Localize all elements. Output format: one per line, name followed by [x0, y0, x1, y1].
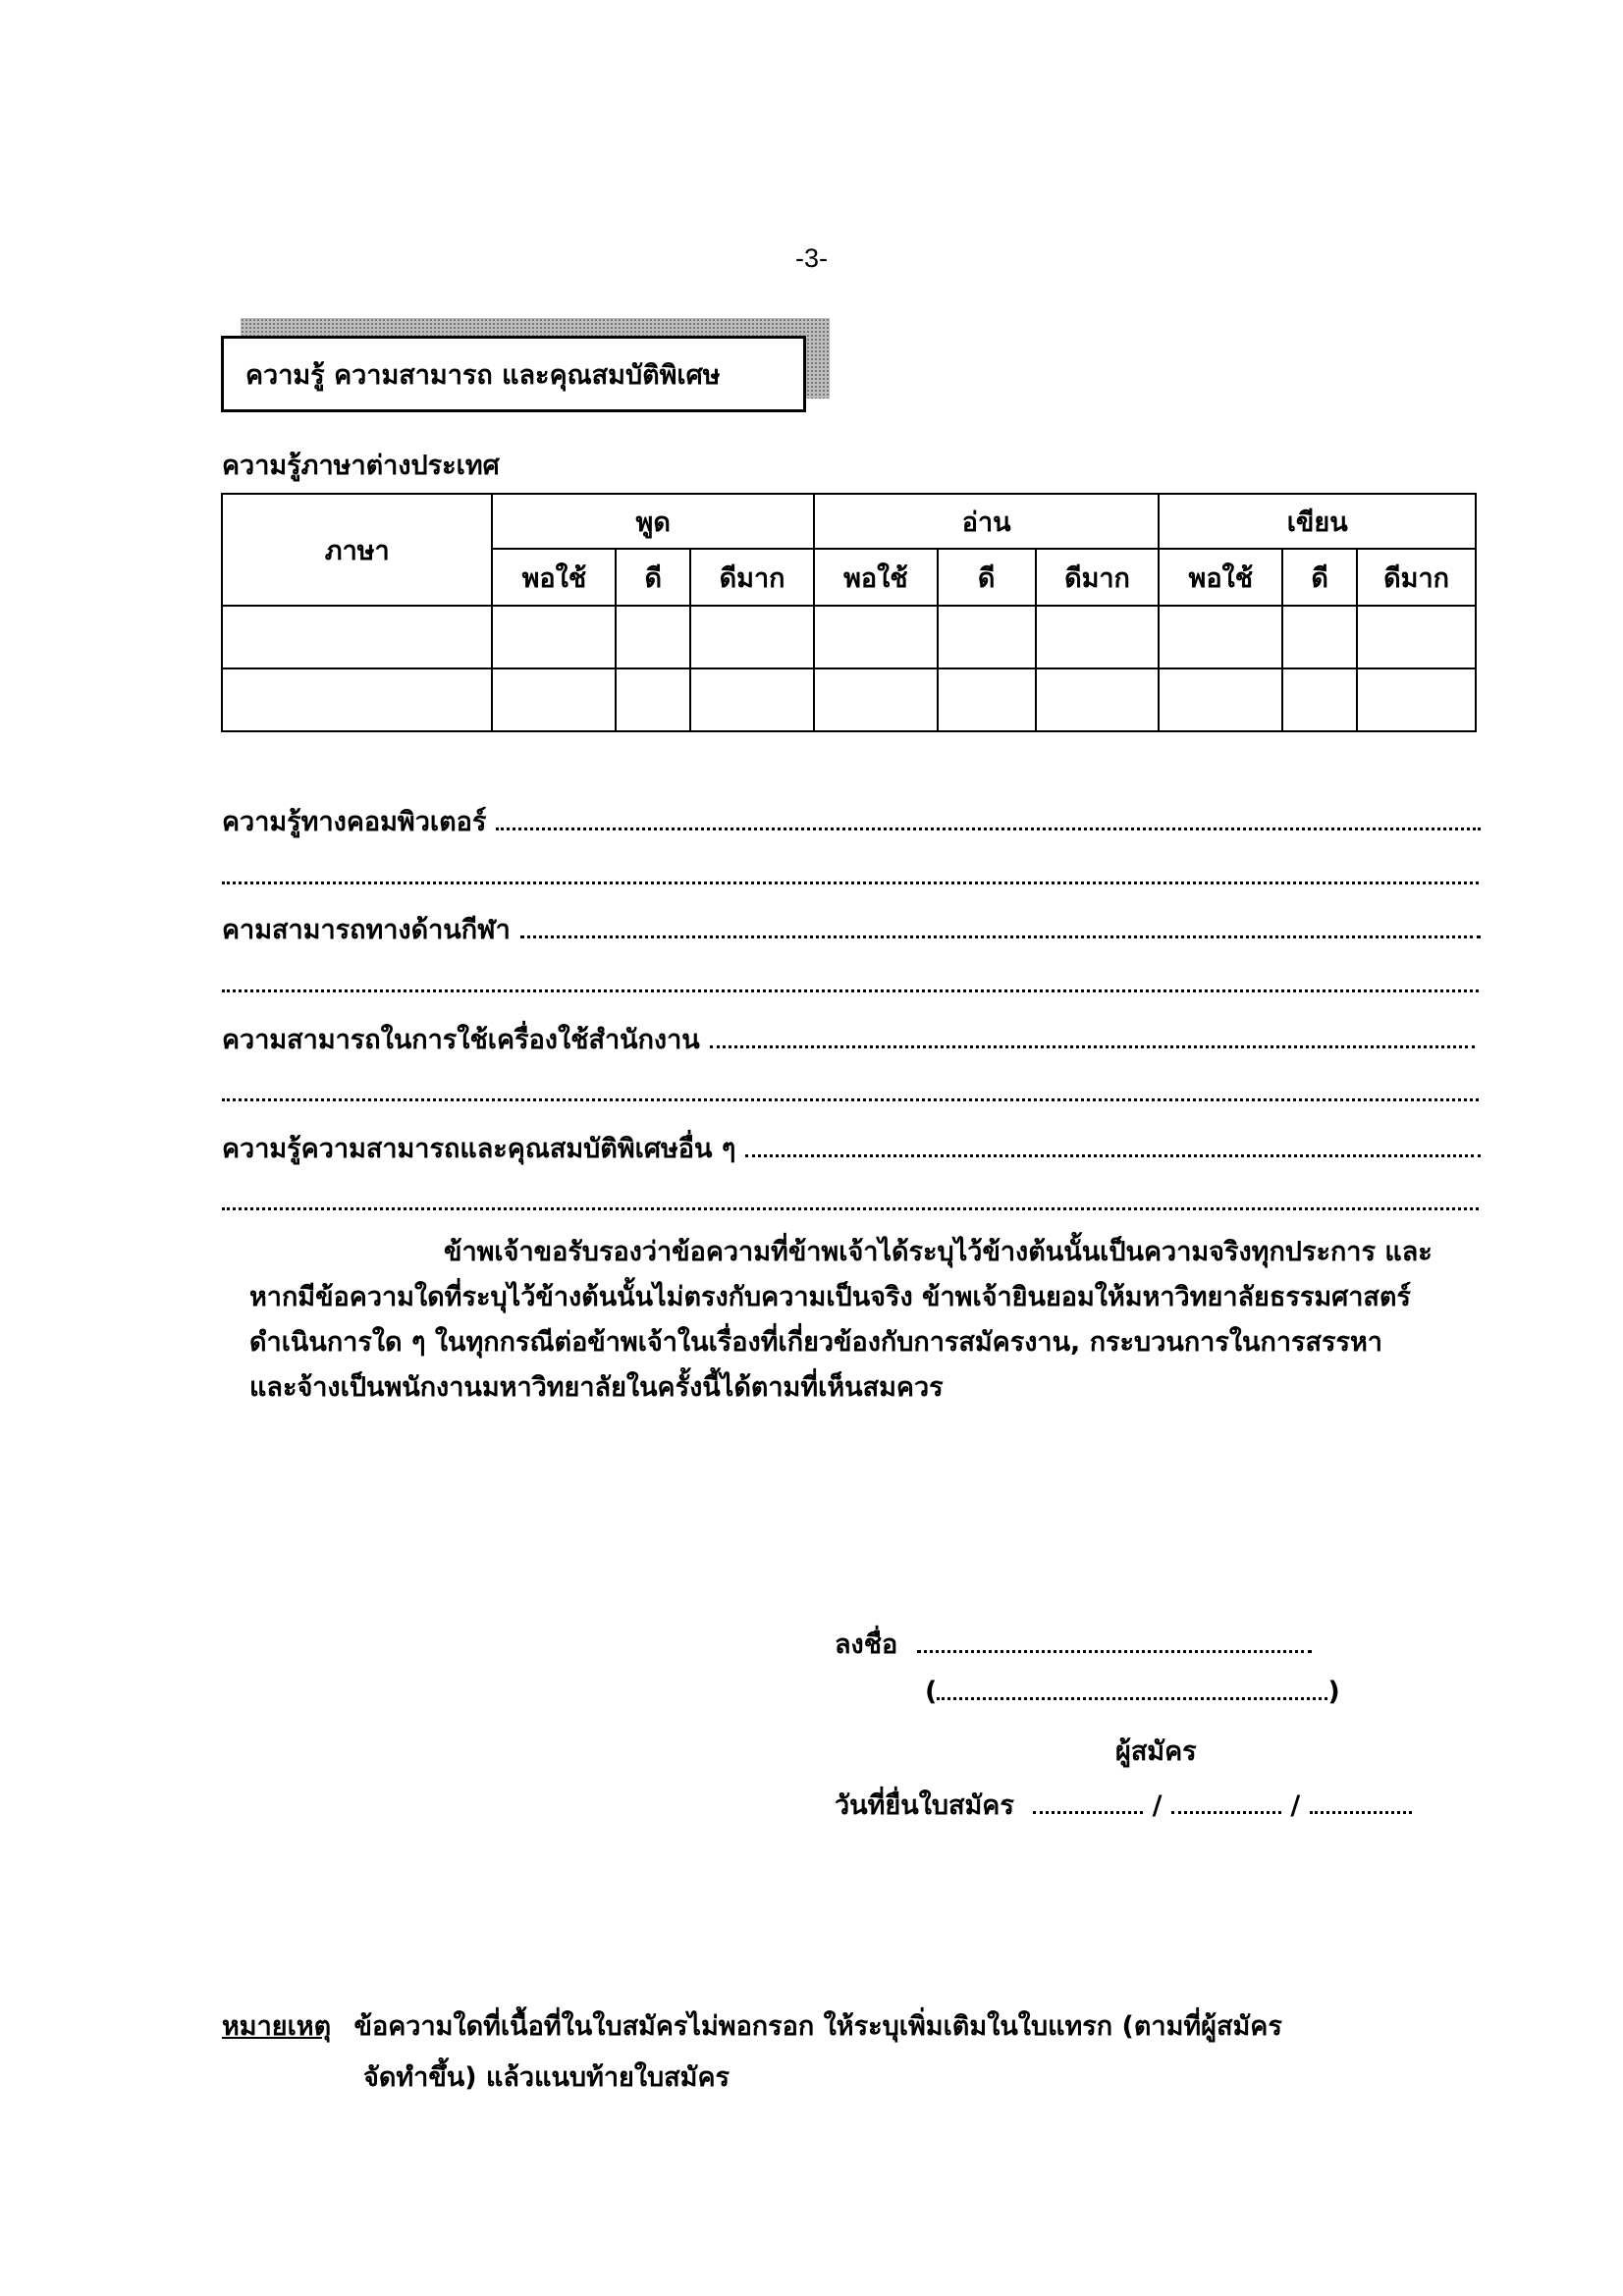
table-cell[interactable]: [814, 606, 938, 668]
open-paren: (: [925, 1677, 938, 1707]
language-cell[interactable]: [222, 668, 492, 731]
table-cell[interactable]: [690, 606, 814, 668]
date-separator: /: [1152, 1790, 1163, 1821]
table-cell[interactable]: [1357, 668, 1476, 731]
table-cell[interactable]: [690, 668, 814, 731]
language-heading: ความรู้ภาษาต่างประเทศ: [222, 451, 500, 481]
certification-paragraph: [249, 1230, 1595, 1411]
table-row: [222, 668, 1476, 731]
certification-line: และจ้างเป็นพนักงานมหาวิทยาลัยในครั้งนี้ได้ตามที่เห็นสมควร: [249, 1372, 944, 1403]
table-cell[interactable]: [1159, 606, 1282, 668]
language-cell[interactable]: [222, 606, 492, 668]
table-cell[interactable]: [1282, 606, 1357, 668]
level-header: ดีมาก: [1357, 549, 1476, 606]
table-cell[interactable]: [1159, 668, 1282, 731]
certification-line: ข้าพเจ้าขอรับรองว่าข้อความที่ข้าพเจ้าได้ระบุไว้ข้างต้นนั้นเป็นความจริงทุกประการ และ: [444, 1237, 1433, 1267]
table-cell[interactable]: [616, 668, 690, 731]
level-header: ดี: [938, 549, 1036, 606]
fill-line[interactable]: [520, 914, 1481, 938]
fill-line[interactable]: [745, 1133, 1481, 1157]
other-abilities-label: ความรู้ความสามารถและคุณสมบัติพิเศษอื่น ๆ: [222, 1134, 736, 1164]
group-header-read: อ่าน: [814, 494, 1159, 549]
level-header: ดีมาก: [1036, 549, 1160, 606]
printed-name-field[interactable]: [937, 1678, 1327, 1700]
certification-line: ดำเนินการใด ๆ ในทุกกรณีต่อข้าพเจ้าในเรื่องที่เกี่ยวข้องกับการสมัครงาน, กระบวนการในการสรรหา: [249, 1327, 1382, 1358]
office-equipment-label: ความสามารถในการใช้เครื่องใช้สำนักงาน: [222, 1025, 700, 1055]
date-day-field[interactable]: [1033, 1791, 1143, 1814]
office-equipment-field[interactable]: [222, 1018, 1475, 1060]
table-cell[interactable]: [1036, 668, 1160, 731]
fill-line[interactable]: [222, 881, 1479, 884]
table-cell[interactable]: [1282, 668, 1357, 731]
close-paren: ): [1327, 1677, 1340, 1707]
fill-line[interactable]: [710, 1024, 1475, 1048]
table-cell[interactable]: [1357, 606, 1476, 668]
sports-ability-field[interactable]: [222, 908, 1481, 950]
submission-date-label: วันที่ยื่นใบสมัคร: [835, 1790, 1014, 1821]
table-cell[interactable]: [938, 668, 1036, 731]
fill-line[interactable]: [222, 1207, 1479, 1210]
sports-ability-label: คามสามารถทางด้านกีฬา: [222, 915, 511, 945]
level-header: พอใช้: [492, 549, 616, 606]
computer-knowledge-field[interactable]: [222, 800, 1481, 842]
table-cell[interactable]: [616, 606, 690, 668]
table-cell[interactable]: [938, 606, 1036, 668]
printed-name-line: [925, 1677, 1340, 1707]
note: [222, 2004, 1282, 2047]
level-header: พอใช้: [814, 549, 938, 606]
table-cell[interactable]: [492, 668, 616, 731]
signature-field[interactable]: [917, 1630, 1312, 1653]
table-cell[interactable]: [814, 668, 938, 731]
section-title-box: [221, 318, 812, 414]
level-header: ดีมาก: [690, 549, 814, 606]
group-header-speak: พูด: [492, 494, 813, 549]
fill-line[interactable]: [496, 806, 1481, 830]
page-number: -3-: [795, 243, 828, 273]
note-label: หมายเหตุ: [222, 2011, 332, 2042]
language-column-header: ภาษา: [222, 494, 492, 606]
fill-line[interactable]: [222, 989, 1479, 992]
note-text: ข้อความใดที่เนื้อที่ในใบสมัครไม่พอกรอก ให้ระบุเพิ่มเติมในใบแทรก (ตามที่ผู้สมัคร: [353, 2011, 1282, 2042]
signature-label: ลงชื่อ: [835, 1629, 898, 1660]
note-text-continued: จัดทำขึ้น) แล้วแนบท้ายใบสมัคร: [363, 2062, 730, 2093]
level-header: ดี: [616, 549, 690, 606]
level-header: ดี: [1282, 549, 1357, 606]
language-skills-table: [221, 493, 1477, 732]
applicant-role: ผู้สมัคร: [1115, 1736, 1197, 1767]
signature-line: [835, 1623, 1312, 1665]
date-month-field[interactable]: [1171, 1791, 1281, 1814]
table-cell[interactable]: [492, 606, 616, 668]
fill-line[interactable]: [222, 1098, 1479, 1101]
group-header-write: เขียน: [1159, 494, 1476, 549]
computer-knowledge-label: ความรู้ทางคอมพิวเตอร์: [222, 807, 487, 837]
other-abilities-field[interactable]: [222, 1127, 1481, 1169]
submission-date-line: [835, 1784, 1412, 1826]
table-row: [222, 606, 1476, 668]
section-title: ความรู้ ความสามารถ และคุณสมบัติพิเศษ: [221, 336, 806, 412]
table-cell[interactable]: [1036, 606, 1160, 668]
level-header: พอใช้: [1159, 549, 1282, 606]
date-separator: /: [1290, 1790, 1301, 1821]
date-year-field[interactable]: [1310, 1791, 1412, 1814]
certification-line: หากมีข้อความใดที่ระบุไว้ข้างต้นนั้นไม่ตรงกับความเป็นจริง ข้าพเจ้ายินยอมให้มหาวิทยาลัยธรรมศาสตร์: [249, 1282, 1411, 1312]
